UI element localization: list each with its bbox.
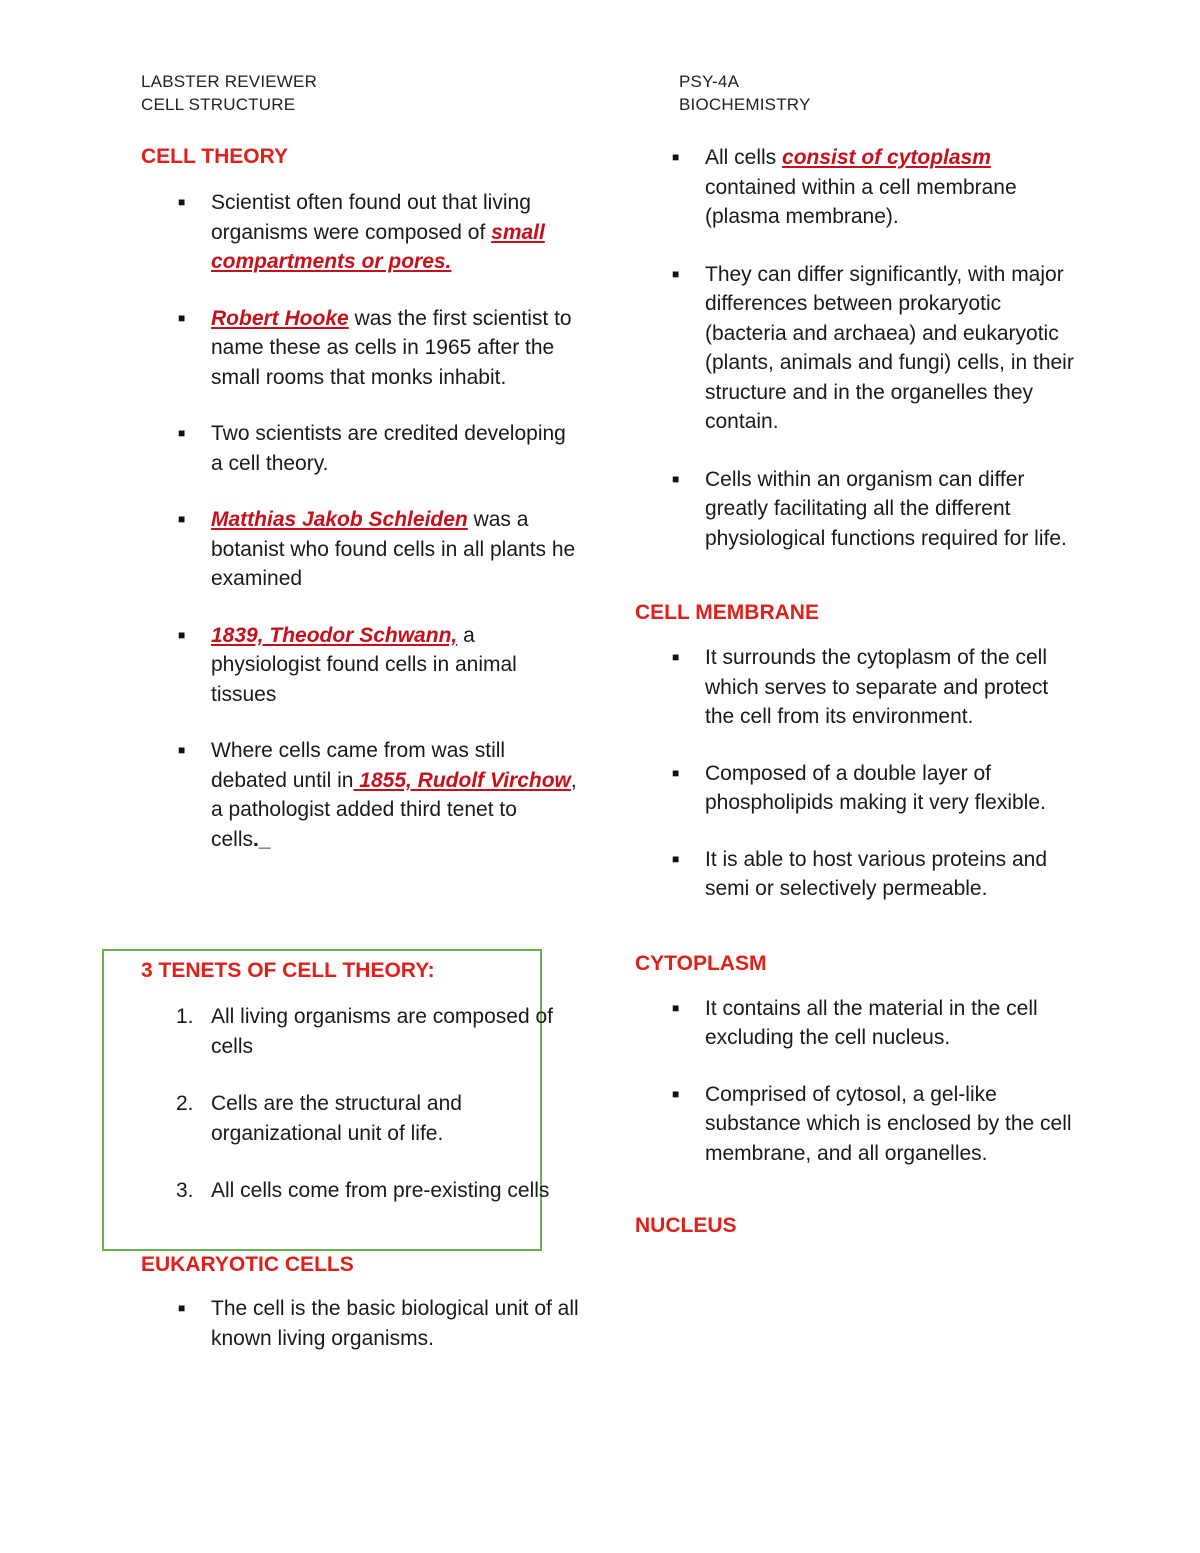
list-item: ■ Where cells came from was still debated until in 1855, Rudolf Virchow, a pathologist added third tenet to cells._ (141, 736, 581, 854)
list-item: ■ All cells consist of cytoplasm contained within a cell membrane (plasma membrane). (635, 143, 1075, 232)
bullet-icon: ■ (178, 1301, 186, 1315)
nucleus-heading: NUCLEUS (635, 1214, 737, 1237)
header-subtitle: CELL STRUCTURE (141, 95, 296, 114)
highlight-term: small compartments or pores. (211, 220, 545, 273)
list-item: 1. All living organisms are composed of cells (176, 1005, 553, 1058)
bullet-icon: ■ (178, 627, 186, 642)
bullet-icon: ■ (672, 1000, 680, 1015)
bullet-icon: ■ (178, 310, 186, 325)
list-item: ■ It is able to host various proteins and semi or selectively permeable. (635, 845, 1075, 904)
header-title: LABSTER REVIEWER (141, 72, 318, 91)
bullet-icon: ■ (672, 1086, 680, 1101)
bullet-icon: ■ (672, 150, 680, 164)
eukaryotic-list (141, 1294, 581, 1353)
cell-theory-list (141, 188, 581, 854)
list-item: ■ It contains all the material in the cell excluding the cell nucleus. (635, 994, 1075, 1053)
list-item: 3. All cells come from pre-existing cells (176, 1179, 550, 1202)
cytoplasm-heading: CYTOPLASM (635, 951, 767, 975)
list-item: ■ 1839, Theodor Schwann, a physiologist found cells in animal tissues (141, 621, 581, 710)
bullet-icon: ■ (178, 426, 186, 440)
highlight-term: Robert Hooke (211, 306, 349, 330)
highlight-term: Matthias Jakob Schleiden (211, 508, 468, 531)
cell-membrane-list (635, 643, 1075, 904)
cell-theory-heading: CELL THEORY (141, 145, 289, 168)
header-course: BIOCHEMISTRY (679, 95, 811, 114)
list-item: ■ The cell is the basic biological unit of all known living organisms. (141, 1294, 581, 1353)
list-item: ■ It surrounds the cytoplasm of the cell which serves to separate and protect the cell from its environment. (635, 643, 1075, 732)
bullet-icon: ■ (178, 195, 186, 209)
tenets-section (141, 957, 561, 1206)
cell-membrane-heading: CELL MEMBRANE (635, 601, 819, 624)
right-column (635, 143, 1075, 1240)
bullet-icon: ■ (672, 765, 680, 780)
list-item: 2. Cells are the structural and organizational unit of life. (176, 1092, 462, 1145)
list-item: ■ Robert Hooke was the first scientist to name these as cells in 1965 after the small rooms that monks inhabit. (141, 304, 581, 393)
header-section: PSY-4A (679, 72, 740, 91)
list-item: ■ Two scientists are credited developing a cell theory. (141, 419, 581, 478)
eukaryotic-section (141, 1251, 581, 1353)
header-left (141, 70, 317, 116)
bullet-icon: ■ (672, 851, 680, 866)
list-item: ■ Scientist often found out that living organisms were composed of small compartments or pores. (141, 188, 581, 277)
tenets-list (141, 1002, 561, 1206)
bullet-icon: ■ (672, 650, 680, 664)
highlight-term: 1839, Theodor Schwann, (211, 623, 458, 647)
bullet-icon: ■ (178, 743, 186, 757)
cell-intro-list (635, 143, 1075, 553)
bullet-icon: ■ (672, 471, 680, 486)
list-item: ■ Comprised of cytosol, a gel-like substance which is enclosed by the cell membrane, and all organelles. (635, 1080, 1075, 1169)
cytoplasm-list (635, 994, 1075, 1169)
list-item: ■ Composed of a double layer of phospholipids making it very flexible. (635, 759, 1075, 818)
highlight-term: 1855, Rudolf Virchow (353, 768, 571, 792)
tenets-heading: 3 TENETS OF CELL THEORY: (141, 959, 435, 982)
bullet-icon: ■ (672, 266, 680, 281)
list-item: ■ Matthias Jakob Schleiden was a botanist who found cells in all plants he examined (141, 505, 581, 594)
list-item: ■ Cells within an organism can differ greatly facilitating all the different physiological functions required for life. (635, 465, 1075, 554)
header-right (679, 70, 811, 116)
eukaryotic-heading: EUKARYOTIC CELLS (141, 1253, 354, 1276)
left-column (141, 143, 581, 854)
list-item: ■ They can differ significantly, with major differences between prokaryotic (bacteria and archaea) and eukaryotic (plants, animals and fungi) cells, in their structure and in the organelles they contain. (635, 260, 1075, 437)
highlight-term: consist of cytoplasm (782, 146, 991, 169)
bullet-icon: ■ (178, 512, 186, 526)
